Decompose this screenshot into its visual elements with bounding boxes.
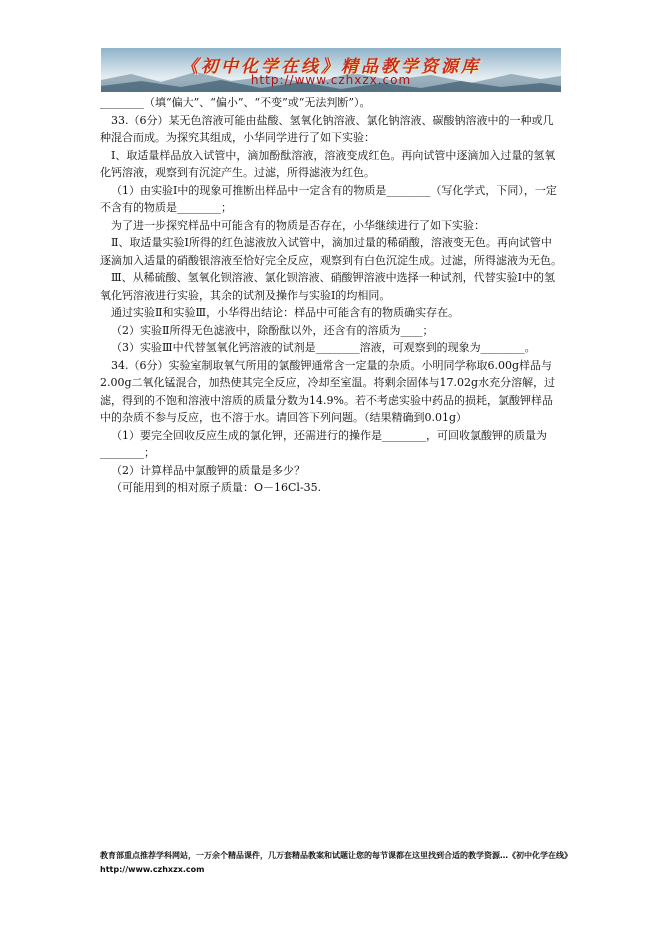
conclusion: 通过实验Ⅱ和实验Ⅲ，小华得出结论：样品中可能含有的物质确实存在。 — [111, 306, 460, 319]
document-body — [100, 94, 562, 497]
experiment-2: Ⅱ、取适量实验Ⅰ所得的红色滤液放入试管中，滴加过量的稀硝酸，溶液变无色。再向试管中逐滴加入适量的硝酸银溶液至恰好完全反应，观察到有白色沉淀生成。过滤，所得滤液为无色。 — [100, 236, 562, 267]
question-33-2: （2）实验Ⅱ所得无色滤液中，除酚酞以外，还含有的溶质为____； — [111, 323, 434, 337]
experiment-3: Ⅲ、从稀硫酸、氢氧化钡溶液、氯化钡溶液、硝酸钾溶液中选择一种试剂，代替实验Ⅰ中的氢氧化钙溶液进行实验，其余的试剂及操作与实验Ⅰ的均相同。 — [100, 271, 555, 302]
question-34-2: （2）计算样品中氯酸钾的质量是多少？ — [111, 463, 305, 477]
question-33: 33.（6分）某无色溶液可能由盐酸、氢氧化钠溶液、氯化钠溶液、碳酸钠溶液中的一种或几种混合而成。为探究其组成，小华同学进行了如下实验： — [100, 113, 554, 144]
header-banner — [101, 48, 561, 92]
banner-url: http://www.czhxzx.com — [250, 73, 412, 87]
footer-text: 教育部重点推荐学科网站，一万余个精品课件，几万套精品教案和试题让您的每节课都在这里找到合适的教学资源…《初中化学在线》http://www.czhxzx.com — [100, 851, 568, 874]
banner-title: 《初中化学在线》精品教学资源库 — [181, 57, 481, 77]
experiment-1: Ⅰ、取适量样品放入试管中，滴加酚酞溶液，溶液变成红色。再向试管中逐滴加入过量的氢氧化钙溶液，观察到有沉淀产生。过滤，所得滤液为红色。 — [100, 148, 556, 179]
question-33-1: （1）由实验Ⅰ中的现象可推断出样品中一定含有的物质是________（写化学式，下同），一定不含有的物质是________； — [100, 183, 557, 214]
question-34: 34.（6分）实验室制取氧气所用的氯酸钾通常含一定量的杂质。小明同学称取6.00g样品与2.00g二氧化锰混合，加热使其完全反应，冷却至室温。将剩余固体与17.02g水充分溶解，过滤，得到的不饱和溶液中溶质的质量分数为14.9%。若不考虑实验中药品的损耗，氯酸钾样品中的杂质不参与反应，也不溶于水。请回答下列问题。（结果精确到0.01g） — [100, 358, 556, 424]
atomic-mass-note: （可能用到的相对原子质量：O－16Cl-35. — [111, 481, 322, 494]
paragraph: ________（填“偏大”、“偏小”、“不变”或“无法判断”）。 — [100, 96, 371, 109]
paragraph: 为了进一步探究样品中可能含有的物质是否存在，小华继续进行了如下实验： — [111, 218, 485, 232]
question-33-3: （3）实验Ⅲ中代替氢氧化钙溶液的试剂是________溶液，可观察到的现象为________。 — [111, 341, 536, 354]
question-34-1: （1）要完全回收反应生成的氯化钾，还需进行的操作是________，可回收氯酸钾的质量为________； — [100, 428, 547, 459]
